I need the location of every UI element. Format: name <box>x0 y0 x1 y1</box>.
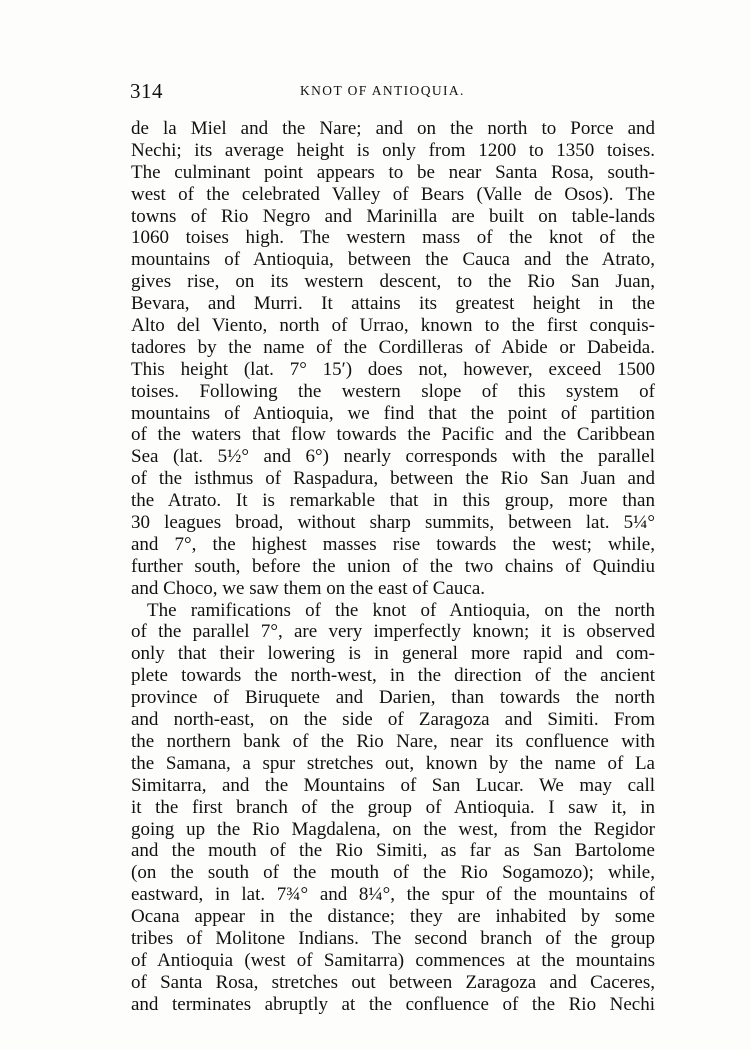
text-line: Nechi; its average height is only from 1200 to 1350 toises. <box>131 139 655 161</box>
text-line: 1060 toises high. The western mass of the knot of the <box>131 227 655 249</box>
text-line: and terminates abruptly at the confluence of the Rio Nechi <box>131 993 655 1015</box>
text-line: gives rise, on its western descent, to the Rio San Juan, <box>131 271 655 293</box>
text-line: of the parallel 7°, are very imperfectly known; it is observed <box>131 621 655 643</box>
text-line: toises. Following the western slope of this system of <box>131 380 655 402</box>
text-line: and north-east, on the side of Zaragoza and Simiti. From <box>131 709 655 731</box>
text-line: towns of Rio Negro and Marinilla are built on table-lands <box>131 205 655 227</box>
text-line: Ocana appear in the distance; they are inhabited by some <box>131 906 655 928</box>
text-line: plete towards the north-west, in the direction of the ancient <box>131 665 655 687</box>
text-line: the Samana, a spur stretches out, known by the name of La <box>131 752 655 774</box>
text-line: de la Miel and the Nare; and on the north to Porce and <box>131 118 655 139</box>
text-line: of Santa Rosa, stretches out between Zaragoza and Caceres, <box>131 971 655 993</box>
text-line: mountains of Antioquia, between the Cauca and the Atrato, <box>131 249 655 271</box>
running-head: KNOT OF ANTIOQUIA. <box>300 83 465 98</box>
text-line: tadores by the name of the Cordilleras of Abide or Dabeida. <box>131 336 655 358</box>
page-header <box>130 79 650 103</box>
text-line: eastward, in lat. 7¾° and 8¼°, the spur of the mountains of <box>131 884 655 906</box>
text-line: and 7°, the highest masses rise towards the west; while, <box>131 533 655 555</box>
text-line: only that their lowering is in general more rapid and com- <box>131 643 655 665</box>
text-line: Alto del Viento, north of Urrao, known to the first conquis- <box>131 315 655 337</box>
text-line: Simitarra, and the Mountains of San Lucar. We may call <box>131 774 655 796</box>
text-line: Bevara, and Murri. It attains its greatest height in the <box>131 293 655 315</box>
text-line: it the first branch of the group of Antioquia. I saw it, in <box>131 796 655 818</box>
page-number: 314 <box>130 79 163 103</box>
text-line: The ramifications of the knot of Antioquia, on the north <box>147 599 655 621</box>
text-line: of Antioquia (west of Samitarra) commences at the mountains <box>131 949 655 971</box>
body-text <box>131 118 655 1016</box>
text-line: of the waters that flow towards the Pacific and the Caribbean <box>131 424 655 446</box>
text-line: province of Biruquete and Darien, than towards the north <box>131 687 655 709</box>
text-line: tribes of Molitone Indians. The second branch of the group <box>131 927 655 949</box>
text-line: Sea (lat. 5½° and 6°) nearly corresponds with the parallel <box>131 446 655 468</box>
text-line: 30 leagues broad, without sharp summits, between lat. 5¼° <box>131 512 655 534</box>
text-line: further south, before the union of the two chains of Quindiu <box>131 555 655 577</box>
text-line: going up the Rio Magdalena, on the west, from the Regidor <box>131 818 655 840</box>
text-line: (on the south of the mouth of the Rio Sogamozo); while, <box>131 862 655 884</box>
text-line: mountains of Antioquia, we find that the point of partition <box>131 402 655 424</box>
text-line: This height (lat. 7° 15′) does not, however, exceed 1500 <box>131 358 655 380</box>
text-line: the northern bank of the Rio Nare, near its confluence with <box>131 730 655 752</box>
text-line: The culminant point appears to be near Santa Rosa, south- <box>131 161 655 183</box>
text-line: west of the celebrated Valley of Bears (Valle de Osos). The <box>131 183 655 205</box>
text-line: the Atrato. It is remarkable that in this group, more than <box>131 490 655 512</box>
text-line: and Choco, we saw them on the east of Cauca. <box>131 577 486 599</box>
text-line: of the isthmus of Raspadura, between the Rio San Juan and <box>131 468 655 490</box>
text-line: and the mouth of the Rio Simiti, as far as San Bartolome <box>131 840 655 862</box>
